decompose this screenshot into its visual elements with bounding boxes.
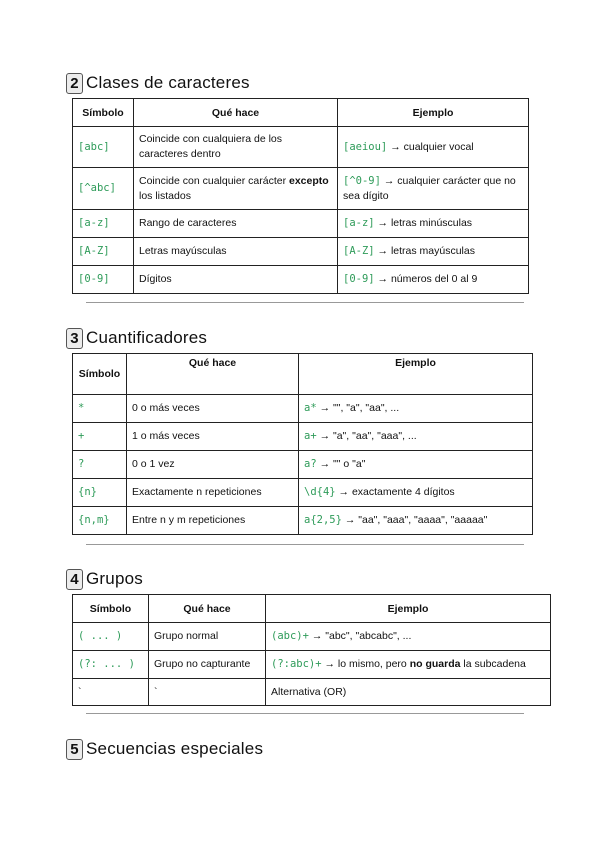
table-row xyxy=(73,623,551,651)
table-header-row xyxy=(73,595,551,623)
table-row xyxy=(73,679,551,706)
table-header-row xyxy=(73,99,529,127)
row-description: Entre n y m repeticiones xyxy=(127,507,299,535)
symbol-code: + xyxy=(78,430,85,442)
header-example: Ejemplo xyxy=(299,354,533,395)
row-example: Alternativa (OR) xyxy=(266,679,551,706)
header-description: Qué hace xyxy=(127,354,299,395)
example-text: → "abc", "abcabc", ... xyxy=(311,630,412,642)
table-row xyxy=(73,451,533,479)
section-number-badge: 3 xyxy=(66,328,83,349)
table-row xyxy=(73,479,533,507)
symbol-code: [abc] xyxy=(78,140,110,153)
example-text: → letras minúsculas xyxy=(377,217,473,229)
header-example: Ejemplo xyxy=(338,99,529,127)
example-text: → "" o "a" xyxy=(319,458,366,470)
row-description: ` xyxy=(149,679,266,706)
example-code: a? xyxy=(304,458,317,470)
section-4-header xyxy=(66,568,143,590)
example-code: a{2,5} xyxy=(304,514,342,526)
table-row xyxy=(73,238,529,266)
section-3-header xyxy=(66,327,207,349)
table-row xyxy=(73,168,529,210)
character-classes-table xyxy=(72,98,529,294)
example-text: → números del 0 al 9 xyxy=(377,273,478,285)
desc-text: los listados xyxy=(139,189,191,202)
example-code: a* xyxy=(304,402,317,414)
example-code: \d{4} xyxy=(304,486,336,498)
section-2-header xyxy=(66,72,250,94)
symbol-code: ( ... ) xyxy=(78,630,123,642)
symbol-code: [0-9] xyxy=(78,273,110,285)
symbol-code: (?: ... ) xyxy=(78,658,135,670)
row-description: 1 o más veces xyxy=(127,423,299,451)
symbol-code: [^abc] xyxy=(78,182,116,194)
row-example xyxy=(266,651,551,679)
example-code: a+ xyxy=(304,430,317,442)
table-row xyxy=(73,507,533,535)
row-example xyxy=(338,238,529,266)
row-description: Letras mayúsculas xyxy=(134,238,338,266)
desc-emphasis: excepto xyxy=(289,174,329,187)
symbol-plain: ` xyxy=(73,679,149,706)
example-emphasis: no guarda xyxy=(409,658,461,670)
row-description: Grupo normal xyxy=(149,623,266,651)
section-title: Clases de caracteres xyxy=(86,73,250,92)
header-symbol: Símbolo xyxy=(73,595,149,623)
example-code: (?:abc)+ xyxy=(271,658,322,670)
symbol-code: [A-Z] xyxy=(78,245,110,257)
row-description xyxy=(134,168,338,210)
example-code: [^0-9] xyxy=(343,174,381,187)
section-title: Cuantificadores xyxy=(86,328,208,347)
symbol-code: ? xyxy=(78,458,85,470)
row-description: 0 o más veces xyxy=(127,395,299,423)
row-description: Rango de caracteres xyxy=(134,210,338,238)
symbol-code: [a-z] xyxy=(78,217,110,229)
symbol-code: * xyxy=(78,402,85,414)
example-text: → "", "a", "aa", ... xyxy=(319,402,400,414)
example-text: → "a", "aa", "aaa", ... xyxy=(319,430,417,442)
header-description: Qué hace xyxy=(134,99,338,127)
section-number-badge: 4 xyxy=(66,569,83,590)
row-example xyxy=(266,623,551,651)
symbol-code: {n} xyxy=(78,486,97,498)
section-5-header xyxy=(66,738,263,760)
row-example xyxy=(299,479,533,507)
example-text: → "aa", "aaa", "aaaa", "aaaaa" xyxy=(344,514,488,526)
row-description: 0 o 1 vez xyxy=(127,451,299,479)
table-row xyxy=(73,651,551,679)
example-text: → cualquier vocal xyxy=(390,140,474,153)
example-text: → lo mismo, pero xyxy=(324,658,410,670)
groups-table xyxy=(72,594,551,706)
section-divider xyxy=(86,544,524,545)
row-example xyxy=(338,168,529,210)
row-description: Exactamente n repeticiones xyxy=(127,479,299,507)
section-title: Secuencias especiales xyxy=(86,739,264,758)
row-example xyxy=(338,266,529,294)
example-text: → cualquier carácter que no sea dígito xyxy=(343,174,516,202)
row-example xyxy=(299,395,533,423)
row-example xyxy=(299,423,533,451)
header-example: Ejemplo xyxy=(266,595,551,623)
section-divider xyxy=(86,302,524,303)
desc-text: Coincide con cualquier carácter xyxy=(139,174,289,187)
header-symbol: Símbolo xyxy=(73,99,134,127)
row-example xyxy=(299,451,533,479)
table-header-row xyxy=(73,354,533,395)
header-symbol: Símbolo xyxy=(73,354,127,395)
row-description: Dígitos xyxy=(134,266,338,294)
symbol-code: {n,m} xyxy=(78,514,110,526)
quantifiers-table xyxy=(72,353,533,535)
table-row xyxy=(73,210,529,238)
example-code: [0-9] xyxy=(343,273,375,285)
example-text: → exactamente 4 dígitos xyxy=(338,486,455,498)
row-example xyxy=(299,507,533,535)
section-divider xyxy=(86,713,524,714)
table-row xyxy=(73,127,529,168)
section-title: Grupos xyxy=(86,569,143,588)
example-text: → letras mayúsculas xyxy=(377,245,475,257)
row-example xyxy=(338,210,529,238)
section-number-badge: 5 xyxy=(66,739,83,760)
table-row xyxy=(73,395,533,423)
section-number-badge: 2 xyxy=(66,73,83,94)
row-example xyxy=(338,127,529,168)
example-code: [A-Z] xyxy=(343,245,375,257)
row-description: Grupo no capturante xyxy=(149,651,266,679)
example-code: [a-z] xyxy=(343,217,375,229)
example-code: (abc)+ xyxy=(271,630,309,642)
header-description: Qué hace xyxy=(149,595,266,623)
row-description: Coincide con cualquiera de los caracteres dentro xyxy=(134,127,338,168)
example-text: la subcadena xyxy=(460,658,526,670)
example-code: [aeiou] xyxy=(343,140,388,153)
table-row xyxy=(73,423,533,451)
table-row xyxy=(73,266,529,294)
